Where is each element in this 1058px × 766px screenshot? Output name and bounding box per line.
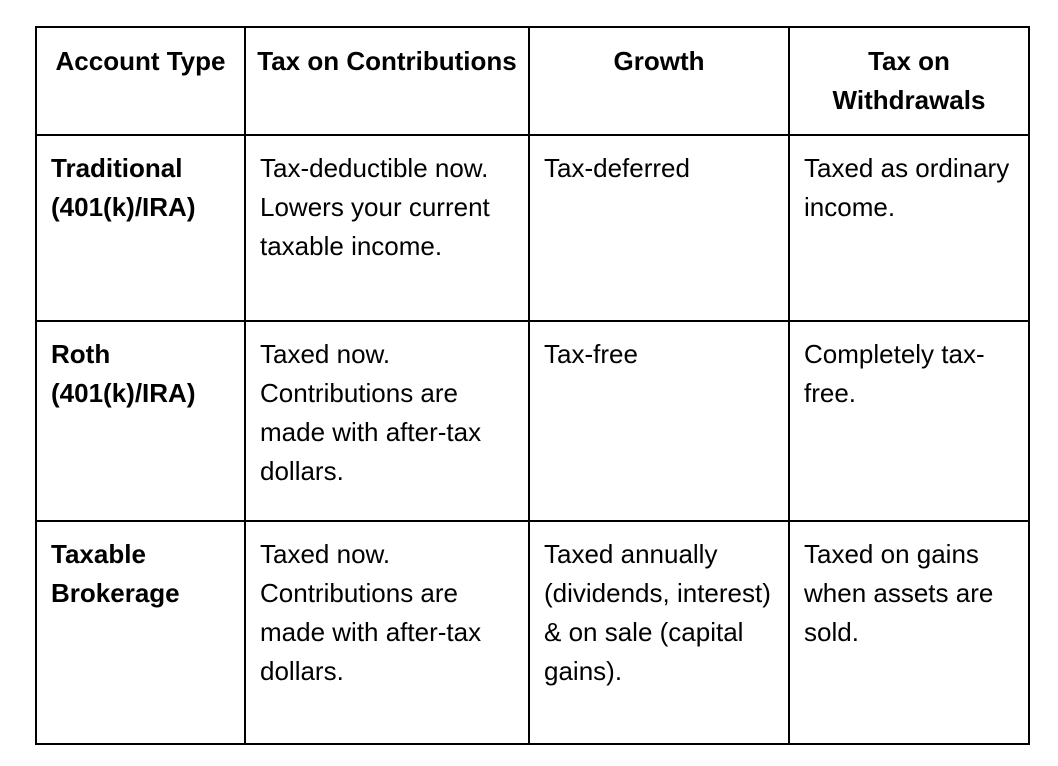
table-row [36, 135, 1029, 321]
header-row [36, 27, 1029, 135]
account-type-cell: Traditional (401(k)/IRA) [36, 135, 245, 321]
header-growth: Growth [529, 27, 789, 135]
tax-on-contributions-cell: Taxed now. Contributions are made with after-tax dollars. [245, 321, 529, 521]
tax-on-withdrawals-cell: Taxed as ordinary income. [789, 135, 1029, 321]
growth-cell: Taxed annually (dividends, interest) & on sale (capital gains). [529, 521, 789, 744]
header-tax-on-withdrawals: Tax on Withdrawals [789, 27, 1029, 135]
tax-on-withdrawals-cell: Completely tax-free. [789, 321, 1029, 521]
account-type-cell: Taxable Brokerage [36, 521, 245, 744]
tax-on-contributions-cell: Tax-deductible now. Lowers your current taxable income. [245, 135, 529, 321]
table-row [36, 521, 1029, 744]
tax-on-withdrawals-cell: Taxed on gains when assets are sold. [789, 521, 1029, 744]
account-type-cell: Roth (401(k)/IRA) [36, 321, 245, 521]
header-tax-on-contributions: Tax on Contributions [245, 27, 529, 135]
table-row [36, 321, 1029, 521]
tax-on-contributions-cell: Taxed now. Contributions are made with after-tax dollars. [245, 521, 529, 744]
account-tax-comparison-table [35, 26, 1030, 745]
growth-cell: Tax-free [529, 321, 789, 521]
growth-cell: Tax-deferred [529, 135, 789, 321]
header-account-type: Account Type [36, 27, 245, 135]
